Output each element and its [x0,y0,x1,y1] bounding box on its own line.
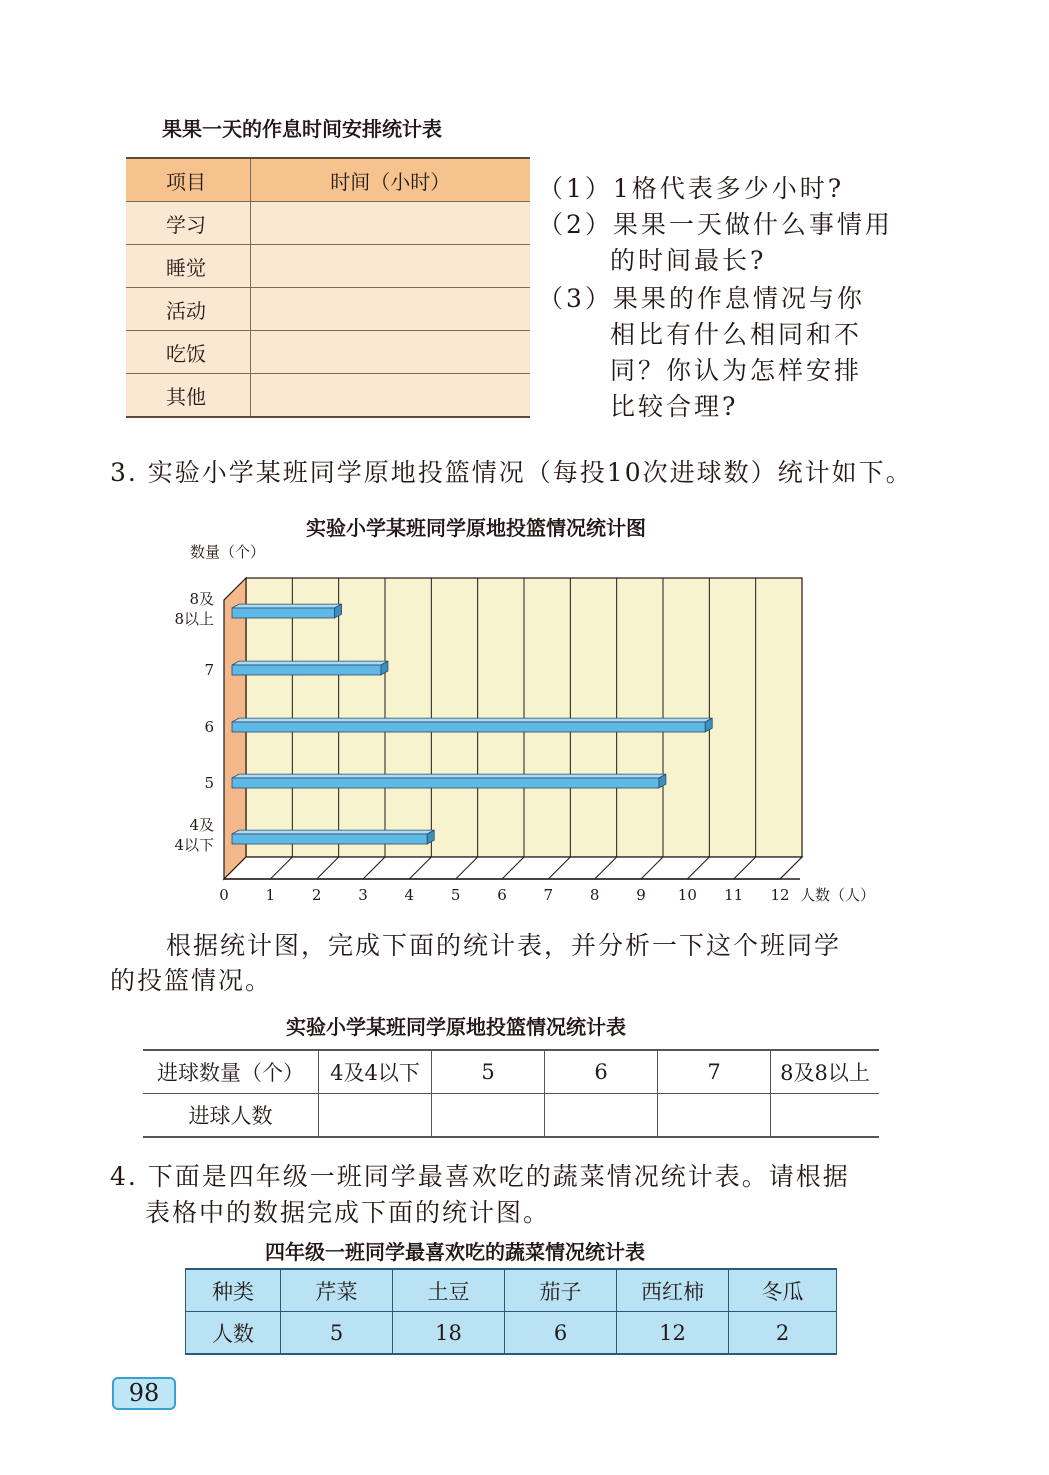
table-row [126,288,530,331]
problem-4-line-2: 表格中的数据完成下面的统计图。 [145,1198,551,1227]
empty-cell[interactable] [250,202,530,245]
header-cell: 西红柿 [617,1269,729,1312]
bar [232,722,705,732]
x-tick-label: 12 [770,886,790,904]
empty-cell[interactable] [250,374,530,418]
question-3-cont: 同？你认为怎样安排 [610,356,863,385]
y-tick-label: 4及 [189,816,214,834]
chart-title: 实验小学某班同学原地投篮情况统计图 [306,516,646,540]
row-label: 人数 [186,1312,281,1355]
x-tick-label: 5 [450,886,461,904]
empty-cell[interactable] [250,245,530,288]
x-axis-label: 人数（人） [800,886,876,904]
table-row [126,245,530,288]
y-tick-label: 6 [204,718,214,736]
bar-top [232,604,342,608]
bar [232,608,335,618]
header-cell: 4及4以下 [319,1050,432,1094]
x-tick-label: 2 [311,886,322,904]
question-2-cont: 的时间最长? [610,246,767,275]
empty-cell[interactable] [250,331,530,374]
instruction-line-1: 根据统计图，完成下面的统计表，并分析一下这个班同学 [166,931,842,960]
table-cell: 12 [617,1312,729,1355]
empty-cell[interactable] [545,1094,658,1138]
x-tick-label: 6 [497,886,507,904]
table-row [126,202,530,245]
problem-3-text: 3. 实验小学某班同学原地投篮情况（每投10次进球数）统计如下。 [110,458,913,487]
header-cell: 6 [545,1050,658,1094]
table-cell: 5 [281,1312,393,1355]
row-label: 进球人数 [143,1094,319,1138]
table-row [186,1312,837,1355]
row-label: 睡觉 [126,245,250,288]
header-cell: 时间（小时） [250,158,530,202]
table-cell: 18 [393,1312,505,1355]
question-1: （1）1格代表多少小时? [538,174,845,203]
table-row [126,331,530,374]
header-cell: 种类 [186,1269,281,1312]
schedule-table [126,157,530,418]
header-cell: 8及8以上 [771,1050,880,1094]
y-tick-label: 4以下 [174,836,214,854]
question-3-cont: 相比有什么相同和不 [610,320,863,349]
x-tick-label: 7 [543,886,554,904]
x-tick-label: 9 [636,886,646,904]
table-cell: 6 [505,1312,617,1355]
header-cell: 项目 [126,158,250,202]
header-cell: 冬瓜 [729,1269,837,1312]
bar-top [232,661,388,665]
instruction-line-2: 的投篮情况。 [110,966,273,995]
bar [232,665,381,675]
schedule-table-title: 果果一天的作息时间安排统计表 [162,117,442,141]
header-cell: 茄子 [505,1269,617,1312]
bar [232,834,427,844]
y-tick-label: 8以上 [174,610,214,628]
shots-table-title: 实验小学某班同学原地投篮情况统计表 [286,1015,626,1039]
empty-cell[interactable] [250,288,530,331]
empty-cell[interactable] [432,1094,545,1138]
table-row [126,374,530,418]
table-cell: 2 [729,1312,837,1355]
empty-cell[interactable] [658,1094,771,1138]
question-3: （3）果果的作息情况与你 [538,284,865,313]
header-cell: 进球数量（个） [143,1050,319,1094]
page-number: 98 [112,1377,176,1410]
y-tick-label: 7 [204,661,214,679]
y-tick-label: 8及 [189,590,214,608]
bar-top [232,718,712,722]
empty-cell[interactable] [771,1094,880,1138]
x-tick-label: 10 [677,886,697,904]
bar-top [232,830,434,834]
empty-cell[interactable] [319,1094,432,1138]
x-tick-label: 8 [589,886,600,904]
header-cell: 土豆 [393,1269,505,1312]
y-axis-label: 数量（个） [190,543,266,561]
row-label: 其他 [126,374,250,418]
vegetable-table [185,1268,837,1355]
header-cell: 7 [658,1050,771,1094]
x-tick-label: 11 [724,886,744,904]
header-cell: 5 [432,1050,545,1094]
header-cell: 芹菜 [281,1269,393,1312]
x-tick-label: 1 [265,886,276,904]
row-label: 学习 [126,202,250,245]
question-3-cont: 比较合理? [610,392,739,421]
bar-top [232,774,666,778]
table-row [143,1094,879,1138]
row-label: 吃饭 [126,331,250,374]
row-label: 活动 [126,288,250,331]
table-row [143,1050,879,1094]
x-tick-label: 0 [219,886,229,904]
x-tick-label: 3 [358,886,368,904]
bar [232,778,659,788]
shots-table [143,1049,879,1138]
table-row [126,158,530,202]
vegetable-table-title: 四年级一班同学最喜欢吃的蔬菜情况统计表 [265,1240,645,1264]
table-row [186,1269,837,1312]
bar-chart [0,540,1049,910]
x-tick-label: 4 [404,886,415,904]
question-2: （2）果果一天做什么事情用 [538,210,893,239]
y-tick-label: 5 [204,774,214,792]
problem-4-line-1: 4. 下面是四年级一班同学最喜欢吃的蔬菜情况统计表。请根据 [110,1162,850,1191]
